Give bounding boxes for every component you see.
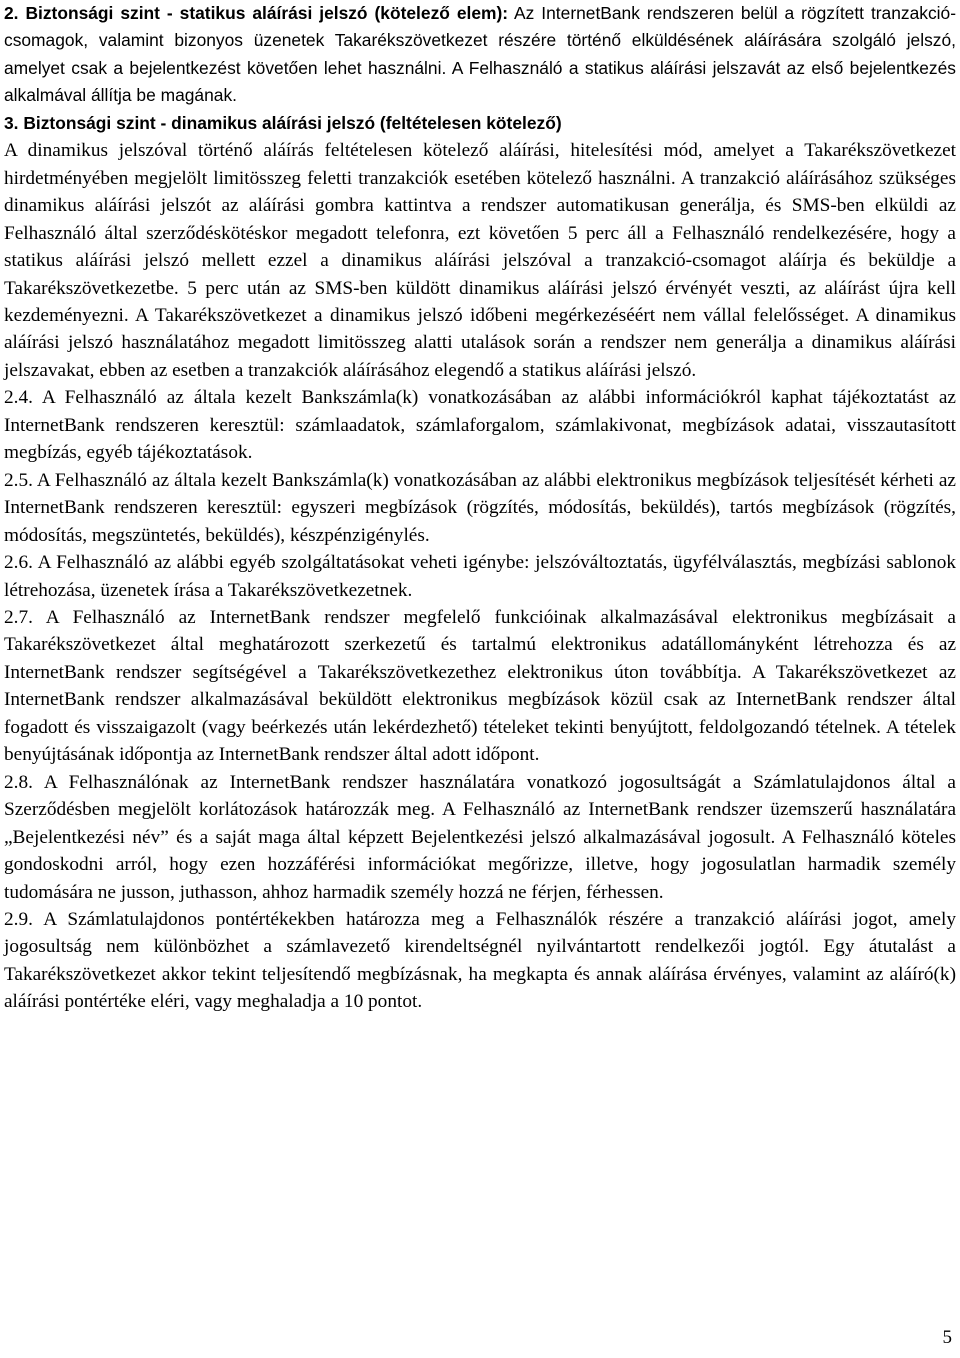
heading-security-level-3: 3. Biztonsági szint - dinamikus aláírási jelszó (feltételesen kötelező) xyxy=(4,112,562,133)
heading-security-level-2: 2. Biztonsági szint - statikus aláírási jelszó (kötelező elem): xyxy=(4,3,509,23)
paragraph-text: 2.7. A Felhasználó az InternetBank rendszer megfelelő funkcióinak alkalmazásával elektronikus megbízásait a Takarékszövetkezet által meghatározott szerkezetű és tartalmú elektronikus adatállományként létrehozza és az InternetBank rendszer segítségével a Takarékszövetkezethez elektronikus úton továbbítja. A Takarékszövetkezet az InternetBank rendszer alkalmazásával beküldött elektronikus megbízások közül csak az InternetBank rendszer által fogadott és visszaigazolt (vagy beérkezés után lekérdezhető) tételeket tekinti benyújtott, feldolgozandó tételnek. A tételek benyújtásának időpontja az InternetBank rendszer által adott időpont. xyxy=(4,606,956,766)
page-number: 5 xyxy=(942,1327,952,1348)
paragraph-text: 2.6. A Felhasználó az alábbi egyéb szolgáltatásokat veheti igénybe: jelszóváltoztatás, ügyfélválasztás, megbízási sablonok létrehozása, üzenetek írása a Takarékszövetkezetnek. xyxy=(4,552,956,601)
paragraph-2-4 xyxy=(4,384,956,466)
paragraph-text: 2.5. A Felhasználó az általa kezelt Bankszámla(k) vonatkozásában az alábbi elektronikus megbízások teljesítését kérheti az InternetBank rendszeren keresztül: egyszeri megbízások (rögzítés, módosítás, beküldés), tartós megbízások (rögzítés, módosítás, megszüntetés, beküldés), készpénzigénylés. xyxy=(4,469,956,546)
paragraph-2-8 xyxy=(4,769,956,906)
paragraph-text: A dinamikus jelszóval történő aláírás feltételesen kötelező aláírási, hitelesítési mód, amelyet a Takarékszövetkezet hirdetményében megjelölt limitösszeg feletti tranzakciók esetében kötelező használni. A tranzakció aláírásához szükséges dinamikus aláírási jelszót az aláírási gombra kattintva a rendszer automatikusan generálja, és SMS-ben elküldi az Felhasználó által szerződéskötéskor megadott telefonra, ezt követően 5 perc áll a Felhasználó rendelkezésére, hogy a statikus aláírási jelszó mellett ezzel a dinamikus aláírási jelszóval a tranzakció-csomagot aláírja és beküldje a Takarékszövetkezetbe. 5 perc után az SMS-ben küldött dinamikus aláírási jelszó érvényét veszti, az aláírást újra kell kezdeményezni. A Takarékszövetkezet a dinamikus jelszó időbeni megérkezéséért nem vállal felelősséget. A dinamikus aláírási jelszó használatához megadott limitösszeg alatti utalások során a rendszer nem generálja a dinamikus aláírási jelszavakat, ebben az esetben a tranzakciók aláírásához elegendő a statikus aláírási jelszó. xyxy=(4,140,956,381)
paragraph-security-level-2 xyxy=(4,0,956,110)
paragraph-text: 2.8. A Felhasználónak az InternetBank rendszer használatára vonatkozó jogosultságát a Számlatulajdonos által a Szerződésben megjelölt korlátozások határozzák meg. A Felhasználó az InternetBank rendszer üzemszerű használatára „Bejelentkezési név” és a saját maga által képzett Bejelentkezési jelszó alkalmazásával jogosult. A Felhasználó köteles gondoskodni arról, hogy ezen hozzáférési információkat megőrizze, illetve, hogy jogosulatlan harmadik személy tudomására ne jusson, juthasson, ahhoz harmadik személy hozzá ne férjen, férhessen. xyxy=(4,771,956,903)
paragraph-2-7 xyxy=(4,604,956,769)
paragraph-2-6 xyxy=(4,549,956,604)
paragraph-text: Az InternetBank rendszeren belül a rögzített tranzakció-csomagok, valamint bizonyos üzenetek Takarékszövetkezet részére történő elküldésének aláírására szolgáló jelszó, amelyet csak a bejelentkezést követően lehet használni. A Felhasználó a statikus aláírási jelszavát az első bejelentkezés alkalmával állítja be magának. xyxy=(4,3,956,106)
paragraph-2-5 xyxy=(4,467,956,549)
document-page xyxy=(4,0,956,1016)
paragraph-security-level-3 xyxy=(4,137,956,384)
paragraph-text: 2.9. A Számlatulajdonos pontértékekben határozza meg a Felhasználók részére a tranzakció aláírási jogot, amely jogosultság nem különbözhet a számlavezető kirendeltségnél nyilvántartott rendelkezői jogtól. Egy átutalást a Takarékszövetkezet akkor tekint teljesítendő megbízásnak, ha megkapta és annak aláírása érvényes, valamint az aláíró(k) aláírási pontértéke eléri, vagy meghaladja a 10 pontot. xyxy=(4,908,956,1013)
paragraph-2-9 xyxy=(4,906,956,1016)
paragraph-text: 2.4. A Felhasználó az általa kezelt Bankszámla(k) vonatkozásában az alábbi információkról kaphat tájékoztatást az InternetBank rendszeren keresztül: számlaadatok, számlaforgalom, számlakivonat, megbízások adatai, visszautasított megbízás, egyéb tájékoztatások. xyxy=(4,387,956,464)
heading-security-level-3-block xyxy=(4,110,956,137)
